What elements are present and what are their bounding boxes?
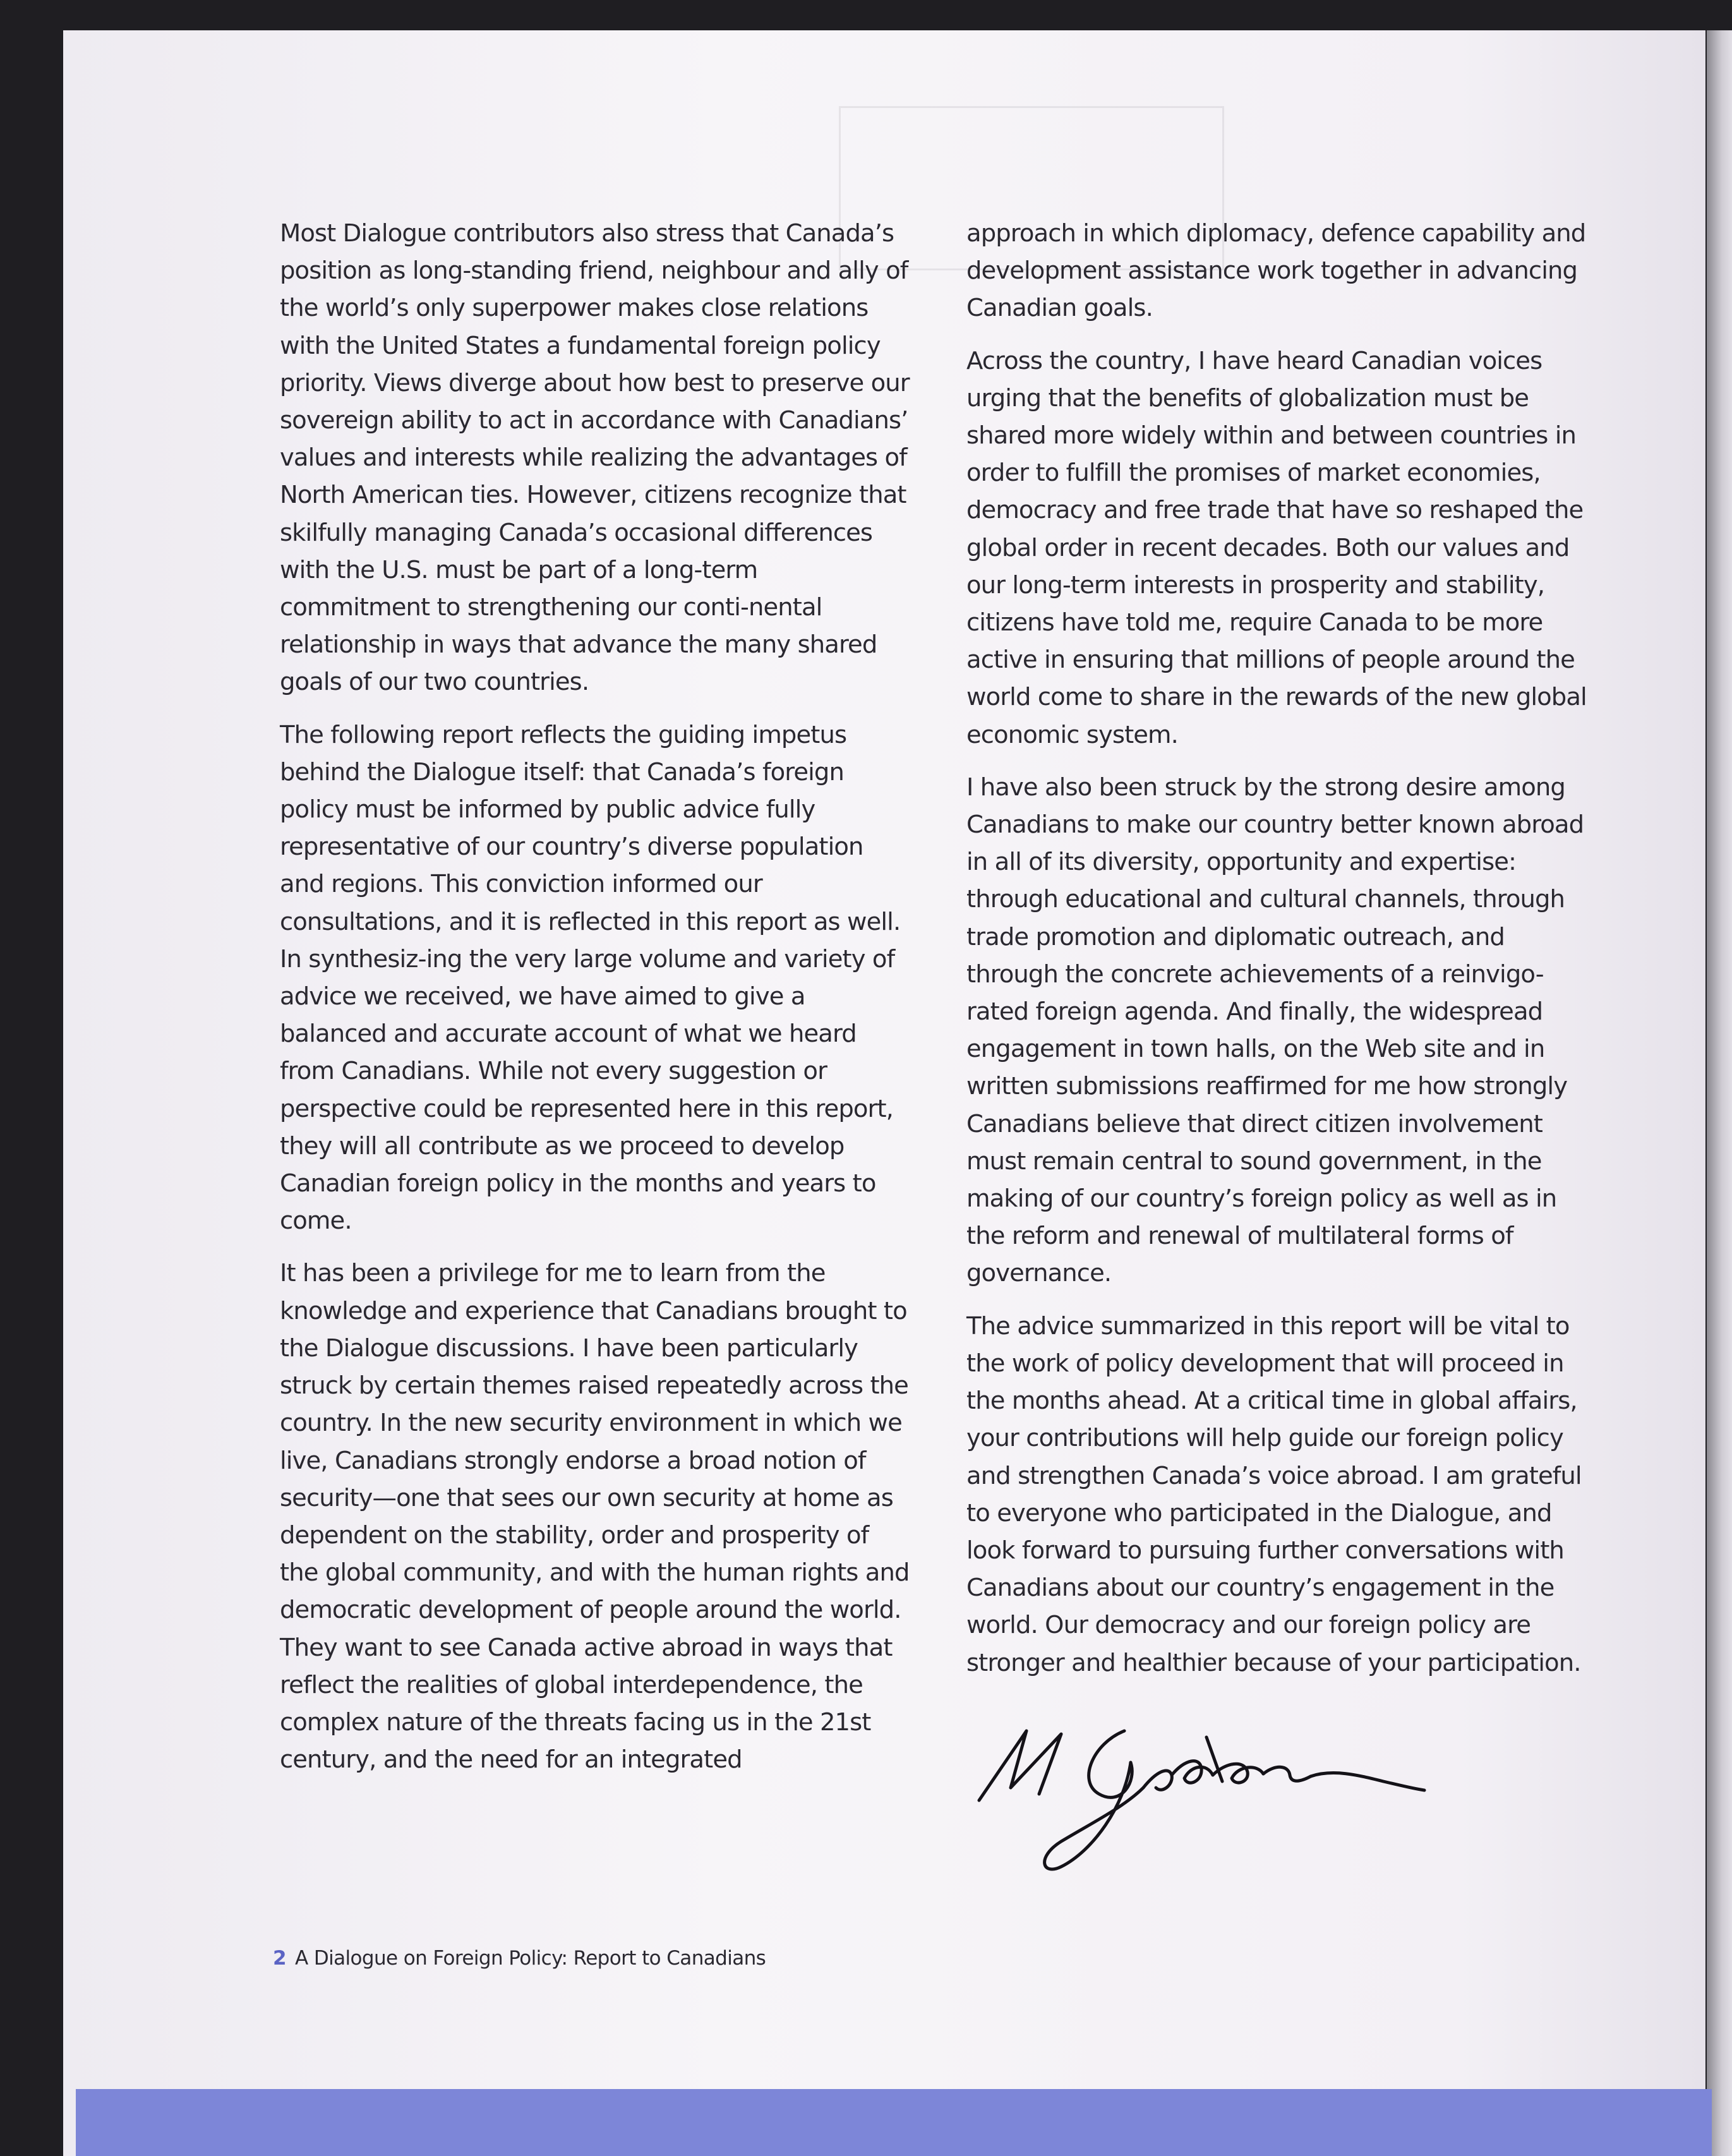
handwritten-signature	[966, 1706, 1428, 1882]
paragraph: Most Dialogue contributors also stress that Canada’s position as long-standing friend, neighbour and ally of the world’s only superpower makes close relations with the United States a fundamental foreign policy priority. Views diverge about how best to preserve our sovereign ability to act in accordance with Canadians’ values and interests while realizing the advantages of North American ties. However, citizens recognize that skilfully managing Canada’s occasional differences with the U.S. must be part of a long-term commitment to strengthening our conti-nental relationship in ways that advance the many shared goals of our two countries.	[280, 219, 910, 697]
paragraph: Across the country, I have heard Canadian voices urging that the benefits of globalization must be shared more widely within and between countries in order to fulfill the promises of market economies, democracy and free trade that have so reshaped the global order in recent decades. Both our values and our long-term interests in prosperity and stability, citizens have told me, require Canada to be more active in ensuring that millions of people around the world come to share in the rewards of the new global economic system.	[966, 346, 1587, 749]
publication-title: A Dialogue on Foreign Policy: Report to Canadians	[294, 1947, 766, 1970]
paragraph: It has been a privilege for me to learn from the knowledge and experience that Canadians brought to the Dialogue discussions. I have been particularly struck by certain themes raised repeatedly across the country. In the new security environment in which we live, Canadians strongly endorse a broad notion of security—one that sees our own security at home as dependent on the stability, order and prosperity of the global community, and with the human rights and democratic development of people around the world. They want to see Canada active abroad in ways that reflect the realities of global interdependence, the complex nature of the threats facing us in the 21st century, and the need for an integrated	[280, 1259, 910, 1774]
paragraph: The following report reflects the guiding impetus behind the Dialogue itself: that Canada’s foreign policy must be informed by public advice fully representative of our country’s diverse population and regions. This conviction informed our consultations, and it is reflected in this report as well. In synthesiz-ing the very large volume and variety of advice we received, we have aimed to give a balanced and accurate account of what we heard from Canadians. While not every suggestion or perspective could be represented here in this report, they will all contribute as we proceed to develop Canadian foreign policy in the months and years to come.	[280, 720, 901, 1236]
bottom-color-band	[76, 2089, 1712, 2156]
page-footer	[273, 1947, 766, 1970]
left-text-column	[280, 215, 911, 1793]
paragraph: The advice summarized in this report will be vital to the work of policy development that will proceed in the months ahead. At a critical time in global affairs, your contributions will help guide our foreign policy and strengthen Canada’s voice abroad. I am grateful to everyone who participated in the Dialogue, and look forward to pursuing further conversations with Canadians about our country’s engagement in the world. Our democracy and our foreign policy are stronger and healthier because of your participation.	[966, 1311, 1582, 1677]
paragraph: I have also been struck by the strong desire among Canadians to make our country better known abroad in all of its diversity, opportunity and expertise: through educational and cultural channels, through trade promotion and diplomatic outreach, and through the concrete achievements of a reinvigo-rated foreign agenda. And finally, the widespread engagement in town halls, on the Web site and in written submissions reaffirmed for me how strongly Canadians believe that direct citizen involvement must remain central to sound government, in the making of our country’s foreign policy as well as in the reform and renewal of multilateral forms of governance.	[966, 773, 1584, 1288]
right-text-column	[966, 215, 1598, 1697]
paragraph: approach in which diplomacy, defence capability and development assistance work together in advancing Canadian goals.	[966, 219, 1586, 323]
facing-page-edge	[1707, 30, 1732, 2156]
page-number: 2	[273, 1947, 286, 1970]
